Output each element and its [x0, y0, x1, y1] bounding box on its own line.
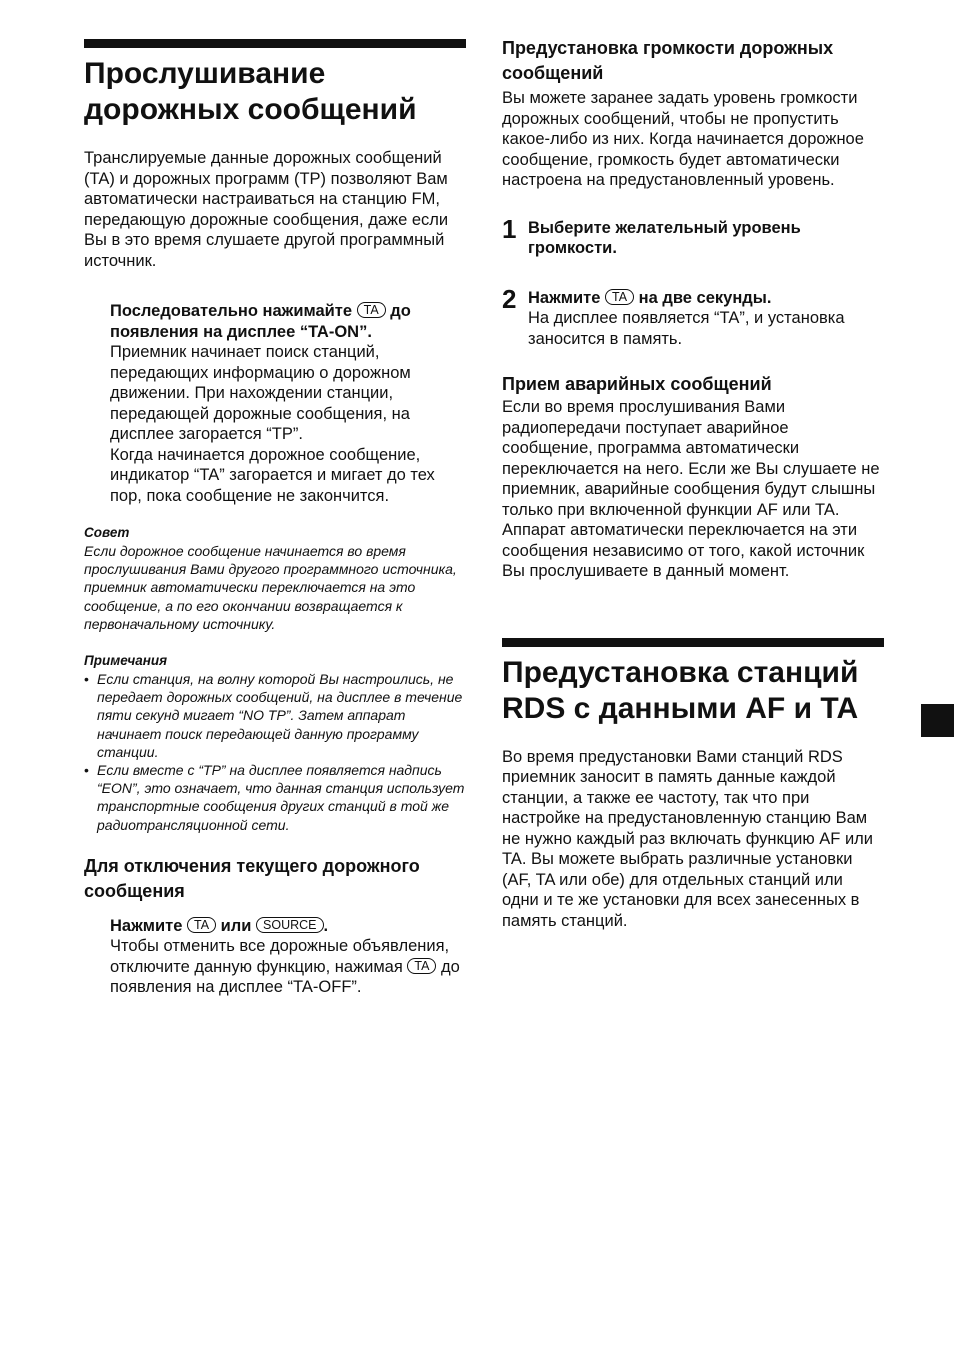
cancel-body-a: Чтобы отменить все дорожные объявления, отключите данную функцию, нажимая [110, 937, 450, 976]
emergency-title: Прием аварийных сообщений [502, 374, 772, 394]
section-title: Предустановка станций RDS с данными AF и TA [502, 655, 859, 725]
section-title: Прослушивание дорожных сообщений [84, 57, 417, 126]
notes-title: Примечания [84, 653, 168, 669]
note-text: Если вместе с “TP” на дисплее появляется надпись “EON”, это означает, что данная станция использует транспортные сообщения других станций в той же радиотрансляционной сети. [97, 762, 465, 833]
instruction-heading [110, 301, 466, 342]
left-column [84, 0, 466, 998]
note-item [84, 761, 466, 834]
cancel-body-b: до появления на дисплее “TA-OFF”. [110, 957, 460, 997]
cancel-title: Для отключения текущего дорожного сообщения [84, 855, 420, 901]
cancel-body [110, 936, 466, 998]
tip-title: Совет [84, 525, 130, 540]
emergency-text: Если во время прослушивания Вами радиопередачи поступает аварийное сообщение, программа автоматически переключается на него. Если же Вы слушаете не приемник, аварийные сообщения будут слышны только при включенной функции AF или TA. Аппарат автоматически переключается на эти сообщения независимо от того, какой источник Вы прослушиваете в данный момент. [502, 398, 880, 580]
bullet-icon: • [84, 671, 89, 688]
ta-key: TA [605, 289, 634, 305]
step-post: на две секунды. [638, 288, 772, 307]
intro-paragraph: Транслируемые данные дорожных сообщений (TA) и дорожных программ (TP) позволяют Вам автоматически настраиваться на станцию FM, передающую дорожные сообщения, даже если Вы в это время слушаете другой программный источник. [84, 149, 449, 270]
note-text: Если станция, на волну которой Вы настроились, не передает дорожных сообщений, на дисплее в течение пяти секунд мигает “NO TP”. Затем аппарат начинает поиск передающей данную программу станции. [97, 671, 463, 760]
tip-text: Если дорожное сообщение начинается во время прослушивания Вами другого программного источника, приемник автоматически переключается на это сообщение, а по его окончании возвращается к первоначальному источнику. [84, 543, 457, 632]
note-item [84, 670, 466, 761]
ta-key: TA [407, 958, 436, 974]
instruction-body-2: Когда начинается дорожное сообщение, индикатор “TA” загорается и мигает до тех пор, пока сообщение не закончится. [110, 445, 435, 505]
cancel-pre: Нажмите [110, 916, 183, 935]
instruction-post: до появления на дисплее “TA-ON”. [110, 302, 411, 341]
step-number: 1 [502, 213, 517, 244]
volume-title: Предустановка громкости дорожных сообщений [502, 38, 834, 83]
step-1 [502, 213, 884, 259]
page-tab-marker [921, 704, 954, 737]
instruction-pre: Последовательно нажимайте [110, 302, 353, 320]
source-key: SOURCE [256, 917, 323, 933]
cancel-mid: или [220, 916, 252, 935]
cancel-block [110, 916, 466, 998]
instruction-block [110, 301, 466, 506]
rds-text: Во время предустановки Вами станций RDS приемник заносит в память данные каждой станции, а также ее частоту, так что при настройке на предустановленную станцию Вам не нужно каждый раз включать функцию AF или TA. Вы можете выбрать различные установки (AF, TA или обе) для отдельных станций или одни и те же установки для всех занесенных в память станций. [502, 747, 874, 930]
instruction-body-1: Приемник начинает поиск станций, передающих информацию о дорожном движении. При нахождении станции, передающей дорожные сообщения, на дисплее загорается “TP”. [110, 343, 411, 443]
section-rule [502, 638, 884, 647]
ta-key: TA [357, 302, 386, 318]
volume-text: Вы можете заранее задать уровень громкости дорожных сообщений, чтобы не пропустить какое-либо из них. Когда начинается дорожное сообщение, громкость будет автоматически настроена на предустановленный уровень. [502, 89, 864, 189]
ta-key: TA [187, 917, 216, 933]
cancel-heading: Нажмите TA или SOURCE . [110, 916, 329, 935]
step-body: На дисплее появляется “TA”, и установка заносится в память. [528, 309, 845, 348]
right-column [502, 0, 884, 931]
step-pre: Нажмите [528, 288, 601, 307]
step-heading [528, 288, 884, 309]
bullet-icon: • [84, 762, 89, 779]
step-text: Выберите желательный уровень громкости. [528, 218, 801, 257]
section-rule [84, 39, 466, 48]
step-2 [502, 283, 884, 350]
step-number: 2 [502, 283, 517, 314]
